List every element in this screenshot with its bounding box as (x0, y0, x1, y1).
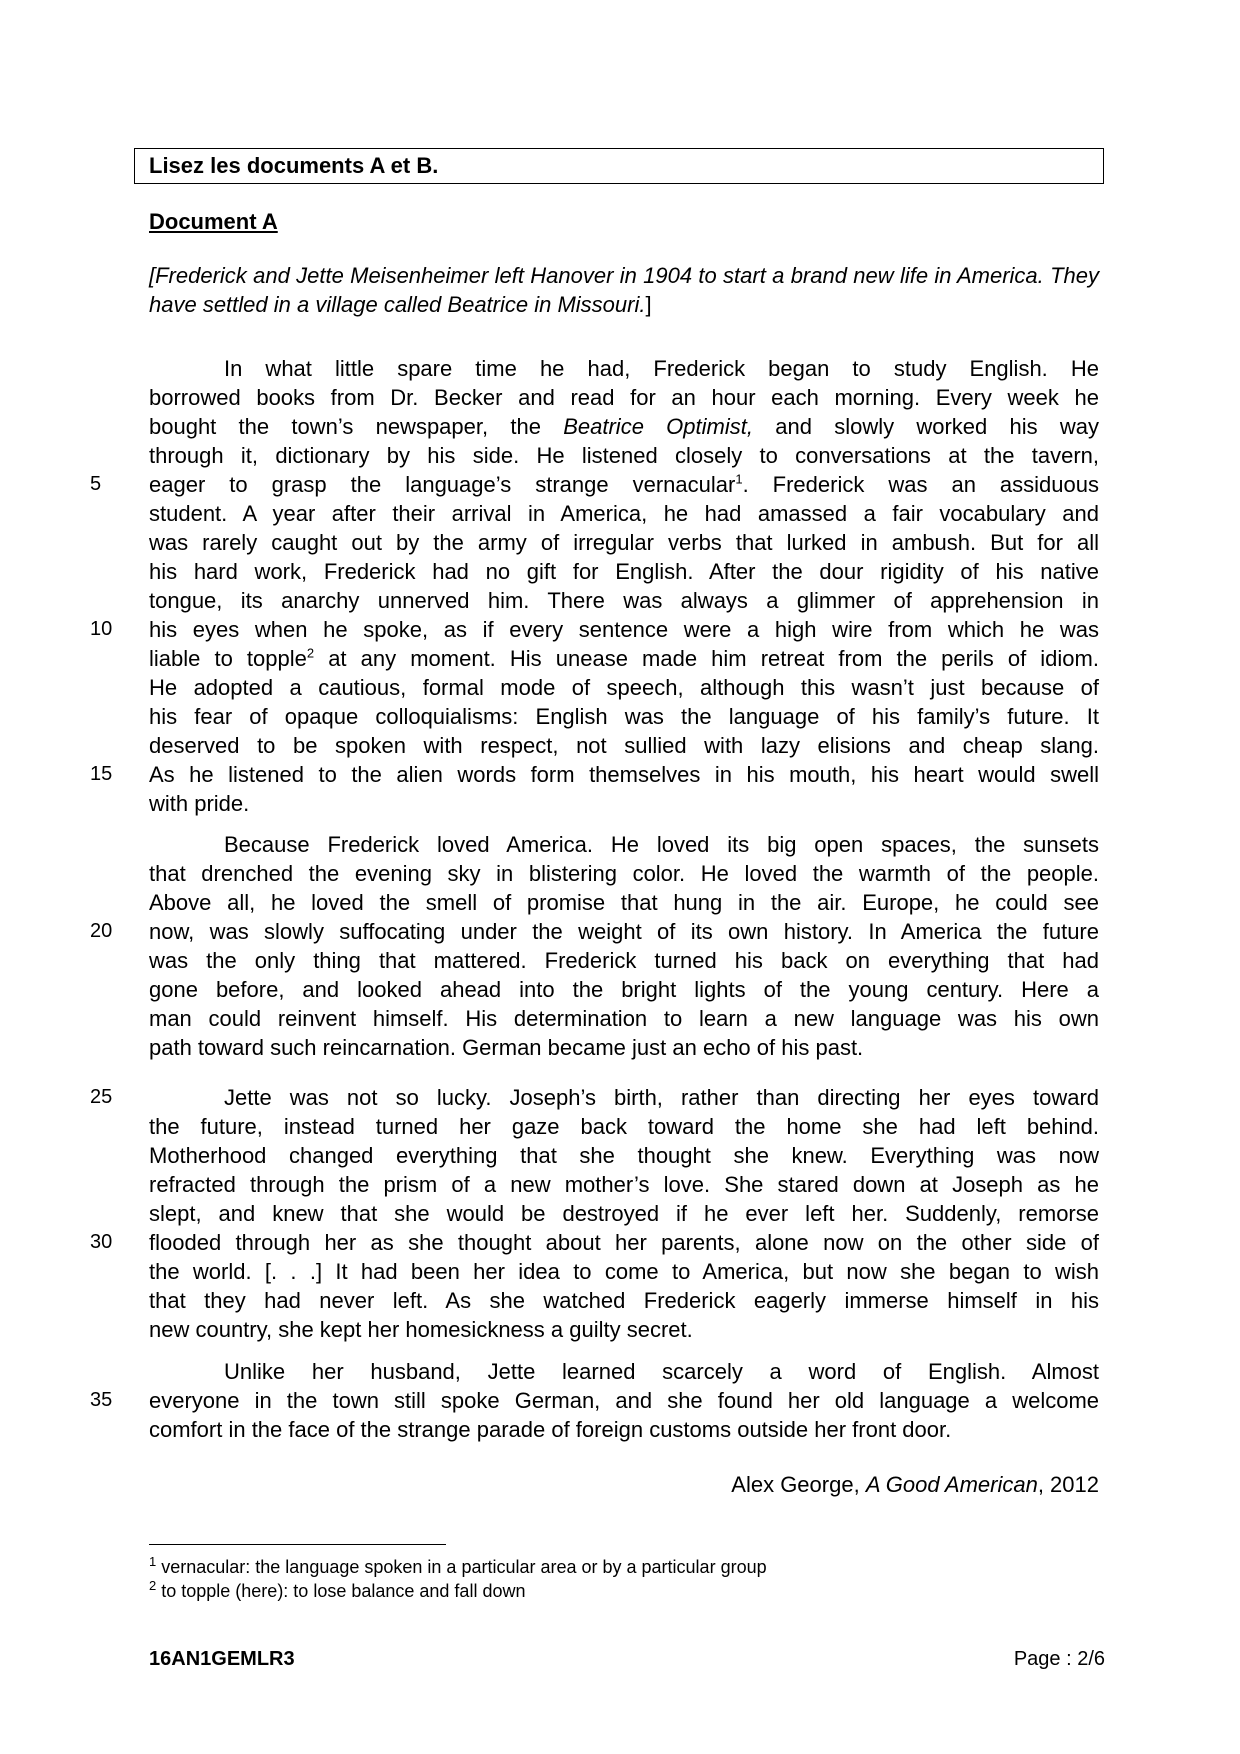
text-line-11b: at any moment. His unease made him retreat from the perils of idiom. (314, 646, 1099, 671)
text-line-5 (149, 470, 1099, 499)
line-number-25: 25 (90, 1086, 113, 1108)
text-line-4: through it, dictionary by his side. He listened closely to conversations at the tavern, (149, 443, 1099, 468)
instruction-text: Lisez les documents A et B. (149, 153, 439, 178)
text-line-21: was the only thing that mattered. Frederick turned his back on everything that had (149, 948, 1099, 973)
document-title: Document A (149, 209, 278, 234)
line-number-5: 5 (90, 473, 102, 495)
text-line-27: Motherhood changed everything that she thought she knew. Everything was now (149, 1143, 1099, 1168)
citation-author: Alex George, (731, 1472, 860, 1497)
text-line-2: borrowed books from Dr. Becker and read for an hour each morning. Every week he (149, 385, 1099, 410)
text-line-16: with pride. (149, 791, 250, 816)
intro-bracket: ] (645, 291, 652, 317)
text-line-15: As he listened to the alien words form themselves in his mouth, his heart would swell (149, 762, 1099, 787)
text-line-11 (149, 644, 1099, 673)
exam-code: 16AN1GEMLR3 (149, 1648, 295, 1670)
footnote-ref-2: 2 (306, 645, 315, 661)
text-line-9: tongue, its anarchy unnerved him. There was always a glimmer of apprehension in (149, 588, 1099, 613)
text-line-18: that drenched the evening sky in blistering color. He loved the warmth of the people. (149, 861, 1099, 886)
footnote-mark-1: 1 (149, 1554, 157, 1569)
text-line-7: was rarely caught out by the army of irregular verbs that lurked in ambush. But for all (149, 530, 1099, 555)
intro-note (149, 262, 1099, 319)
footnote-ref-1: 1 (735, 471, 743, 487)
footnote-2 (149, 1580, 525, 1602)
text-line-13: his fear of opaque colloquialisms: English was the language of his family’s future. It (149, 704, 1099, 729)
citation-year: , 2012 (1037, 1472, 1099, 1497)
page-number: Page : 2/6 (1013, 1648, 1105, 1670)
citation-title: A Good American (865, 1472, 1038, 1497)
text-line-22: gone before, and looked ahead into the bright lights of the young century. Here a (149, 977, 1099, 1002)
text-line-33: new country, she kept her homesickness a guilty secret. (149, 1317, 693, 1342)
line-number-15: 15 (90, 763, 113, 785)
text-line-10: his eyes when he spoke, as if every sentence were a high wire from which he was (149, 617, 1099, 642)
text-line-20: now, was slowly suffocating under the weight of its own history. In America the future (149, 919, 1099, 944)
text-line-32: that they had never left. As she watched Frederick eagerly immerse himself in his (149, 1288, 1099, 1313)
footnote-mark-2: 2 (149, 1578, 157, 1593)
text-line-26: the future, instead turned her gaze back toward the home she had left behind. (149, 1114, 1099, 1139)
text-line-6: student. A year after their arrival in America, he had amassed a fair vocabulary and (149, 501, 1099, 526)
text-line-12: He adopted a cautious, formal mode of speech, although this wasn’t just because of (149, 675, 1099, 700)
text-line-35: everyone in the town still spoke German, and she found her old language a welcome (149, 1388, 1099, 1413)
text-line-17: Because Frederick loved America. He loved its big open spaces, the sunsets (224, 832, 1099, 857)
text-line-3c: and slowly worked his way (775, 414, 1100, 439)
text-line-5b: . Frederick was an assiduous (742, 472, 1099, 497)
text-line-11a: liable to topple (149, 646, 307, 671)
text-line-24: path toward such reincarnation. German became just an echo of his past. (149, 1035, 864, 1060)
text-line-23: man could reinvent himself. His determination to learn a new language was his own (149, 1006, 1099, 1031)
text-line-1: In what little spare time he had, Frederick began to study English. He (224, 356, 1099, 381)
intro-text: [Frederick and Jette Meisenheimer left Hanover in 1904 to start a brand new life in America. They have settled in a village called Beatrice in Missouri. (149, 263, 1099, 317)
text-line-19: Above all, he loved the smell of promise that hung in the air. Europe, he could see (149, 890, 1099, 915)
newspaper-title: Beatrice Optimist, (563, 414, 753, 439)
text-line-5a: eager to grasp the language’s strange vernacular (149, 472, 736, 497)
text-line-29: slept, and knew that she would be destroyed if he ever left her. Suddenly, remorse (149, 1201, 1099, 1226)
text-line-3 (149, 412, 1099, 441)
footnote-divider (149, 1544, 446, 1545)
instruction-box (134, 148, 1104, 184)
footnote-text-2: to topple (here): to lose balance and fall down (156, 1581, 526, 1601)
line-number-20: 20 (90, 920, 113, 942)
line-number-10: 10 (90, 618, 113, 640)
footnote-text-1: vernacular: the language spoken in a particular area or by a particular group (156, 1557, 767, 1577)
text-line-30: flooded through her as she thought about her parents, alone now on the other side of (149, 1230, 1099, 1255)
text-line-3a: bought the town’s newspaper, the (149, 414, 541, 439)
text-line-25: Jette was not so lucky. Joseph’s birth, rather than directing her eyes toward (224, 1085, 1099, 1110)
text-line-36: comfort in the face of the strange parade of foreign customs outside her front door. (149, 1417, 952, 1442)
text-line-34: Unlike her husband, Jette learned scarcely a word of English. Almost (224, 1359, 1099, 1384)
text-line-28: refracted through the prism of a new mother’s love. She stared down at Joseph as he (149, 1172, 1099, 1197)
citation (731, 1470, 1099, 1499)
text-line-8: his hard work, Frederick had no gift for English. After the dour rigidity of his native (149, 559, 1099, 584)
footnote-1 (149, 1556, 767, 1578)
line-number-35: 35 (90, 1389, 113, 1411)
text-line-31: the world. [. . .] It had been her idea to come to America, but now she began to wish (149, 1259, 1099, 1284)
text-line-14: deserved to be spoken with respect, not sullied with lazy elisions and cheap slang. (149, 733, 1099, 758)
line-number-30: 30 (90, 1231, 113, 1253)
